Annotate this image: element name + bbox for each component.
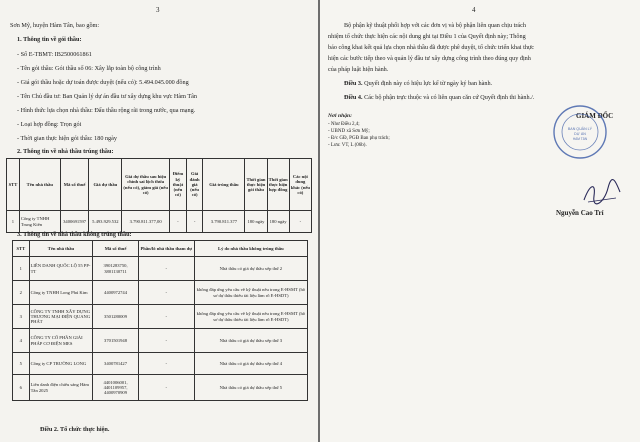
table-row: 6 Liên danh điện chiếu sáng Hàm Tân 2025 4401006001, 4401109957, 4400970909 - Nhà thầu có giá dự thầu xếp thứ 5 — [13, 375, 308, 401]
recipient-item: - Lưu: VT, L (06b). — [328, 143, 367, 148]
th-time-contract: Thời gian thực hiện hợp đồng — [267, 159, 289, 211]
package-price: - Giá gói thầu hoặc dự toán được duyệt (nếu có): 5.494.045.000 đồng — [17, 79, 189, 86]
paragraph-line: báo công khai kết quả lựa chọn nhà thầu đã được phê duyệt, tổ chức triển khai thực — [328, 44, 535, 51]
paragraph-line: Bộ phận kỹ thuật phối hợp với các đơn vị và bộ phận liên quan chịu trách — [344, 22, 526, 29]
official-stamp — [552, 104, 608, 160]
section2-title: 2. Thông tin về nhà thầu trúng thầu: — [17, 148, 114, 155]
svg-text:DỰ ÁN: DỰ ÁN — [574, 132, 586, 136]
selection-method: - Hình thức lựa chọn nhà thầu: Đấu thầu rộng rãi trong nước, qua mạng. — [17, 107, 196, 114]
page-number: 3 — [156, 6, 160, 14]
svg-text:HÀM TÂN: HÀM TÂN — [572, 137, 588, 141]
th-stt: STT — [7, 159, 20, 211]
package-name: - Tên gói thầu: Gói thầu số 06: Xây lắp toàn bộ công trình — [17, 65, 161, 72]
article-3-text: Quyết định này có hiệu lực kể từ ngày ký ban hành. — [364, 80, 493, 87]
table-row: 2 Công ty TNHH Long Phú Kim 4400972744 - không đáp ứng yêu cầu về kỹ thuật nêu trong E-HSMT (hồ sơ dự thầu thiếu tài liệu làm rõ E-HSDT) — [13, 281, 308, 305]
table-row: 1 LIÊN DANH QUỐC LỘ 55 PP-TT 3901283750, 3801130711 - Nhà thầu có giá dự thầu xếp thứ 2 — [13, 257, 308, 281]
paragraph-line: của pháp luật hiện hành. — [328, 66, 389, 73]
handwritten-signature — [582, 178, 622, 208]
paragraph-line: nhiệm tổ chức thực hiện các nội dung ghi tại Điều 1 của Quyết định này; Thông — [328, 33, 526, 40]
page-4 — [320, 0, 640, 442]
recipient-item: - Đ/c GĐ, PGĐ Ban phụ trách; — [328, 136, 390, 141]
th-bid: Giá dự thầu — [89, 159, 122, 211]
th-score: Điểm kỹ thuật (nếu có) — [170, 159, 187, 211]
signer-title: GIÁM ĐỐC — [576, 112, 614, 120]
table-row: 3 CÔNG TY TNHH XÂY DỰNG THƯƠNG MẠI ĐIỆN QUANG PHÁT 3501280009 - không đáp ứng yêu cầu về kỹ thuật nêu trong E-HSMT (hồ sơ dự thầu thiếu tài liệu làm rõ E-HSDT) — [13, 305, 308, 329]
article-3-label: Điều 3. — [344, 80, 363, 87]
th-winprice: Giá trúng thầu — [203, 159, 245, 211]
page-number: 4 — [472, 6, 476, 14]
th-other: Các nội dung khác (nếu có) — [289, 159, 311, 211]
article-4 — [344, 94, 534, 101]
investor: - Tên Chủ đầu tư: Ban Quản lý dự án đầu tư xây dựng khu vực Hàm Tân — [17, 93, 197, 100]
section1-title: 1. Thông tin về gói thầu: — [17, 36, 82, 43]
th-time-pkg: Thời gian thực hiện gói thầu — [245, 159, 267, 211]
table-row: 4 CÔNG TY CỔ PHẦN GIẢI PHÁP CƠ ĐIỆN MES 3701501948 - Nhà thầu có giá dự thầu xếp thứ 3 — [13, 329, 308, 353]
article-4-label: Điều 4. — [344, 94, 363, 101]
paragraph-line: hiện các bước tiếp theo và quản lý đầu tư xây dựng công trình theo đúng quy định — [328, 55, 531, 62]
contract-type: - Loại hợp đồng: Trọn gói — [17, 121, 82, 128]
svg-text:BAN QUẢN LÝ: BAN QUẢN LÝ — [567, 127, 593, 131]
recipient-item: - Như Điều 2,4; — [328, 122, 360, 127]
table-row: 5 Công ty CP TRƯỜNG LONG 3400781427 - Nhà thầu có giá dự thầu xếp thứ 4 — [13, 353, 308, 375]
duration: - Thời gian thực hiện gói thầu: 180 ngày — [17, 135, 117, 142]
loser-table: STT Tên nhà thầu Mã số thuế Phần/lô nhà thầu tham dự Lý do nhà thầu không trúng thầu 1 LIÊN DANH QUỐC LỘ 55 PP-TT 3901283750, 3801130711 - Nhà thầu có giá dự thầu xếp thứ 2 2 Công ty TNHH Long Phú Kim 4400972744 - không đáp ứng yêu cầu về kỹ thuật nêu trong E-HSMT (hồ sơ dự thầu thiếu tài liệu làm rõ E-HSDT) 3 CÔNG TY TNHH XÂY DỰNG THƯƠNG MẠI ĐIỆN QUANG PHÁT 3501280009 - không đáp ứng yêu cầu về kỹ thuật nêu trong E-HSMT (hồ sơ dự thầu thiếu tài liệu làm rõ E-HSDT) 4 CÔNG TY CỔ PHẦN GIẢI PHÁP CƠ ĐIỆN MES 3701501948 - Nhà thầu có giá dự thầu xếp thứ 3 5 Công ty CP TRƯỜNG LONG 3400781427 - Nhà thầu có giá dự thầu xếp thứ 4 6 Liên danh điện chiếu sáng Hàm Tân 2025 4401006001, 4401109957, 4400970909 - Nhà thầu có giá dự thầu xếp thứ 5 — [12, 240, 308, 401]
section3-title: 3. Thông tin về nhà thầu không trúng thầu: — [17, 231, 132, 238]
article-2: Điều 2. Tổ chức thực hiện. — [40, 426, 110, 433]
winner-table — [6, 158, 312, 233]
article-3 — [344, 80, 492, 87]
recipient-item: - UBND xã Sơn Mỹ; — [328, 129, 370, 134]
article-4-text: Các bộ phận trực thuộc và có liên quan căn cứ Quyết định thi hành./. — [364, 94, 535, 101]
th-name: Tên nhà thầu — [19, 159, 60, 211]
page-3 — [0, 0, 318, 442]
th-adjusted: Giá dự thầu sau hiệu chỉnh sai lệch thừa (nếu có), giảm giá (nếu có) — [122, 159, 170, 211]
tbmt-number: - Số E-TBMT: IB2500061861 — [17, 51, 92, 58]
th-tax: Mã số thuế — [60, 159, 89, 211]
signer-name: Nguyễn Cao Trí — [556, 209, 604, 217]
intro-line: Sơn Mỹ, huyện Hàm Tân, bao gồm: — [10, 22, 100, 29]
table-row: 1 Công ty TNHH Trung Kiên 3400691597 5.493.929.532 3.790.811.377,00 - - 3.790.811.377 180 ngày 180 ngày - — [7, 211, 312, 233]
recipients-title: Nơi nhận: — [328, 113, 352, 119]
th-eval: Giá đánh giá (nếu có) — [186, 159, 203, 211]
